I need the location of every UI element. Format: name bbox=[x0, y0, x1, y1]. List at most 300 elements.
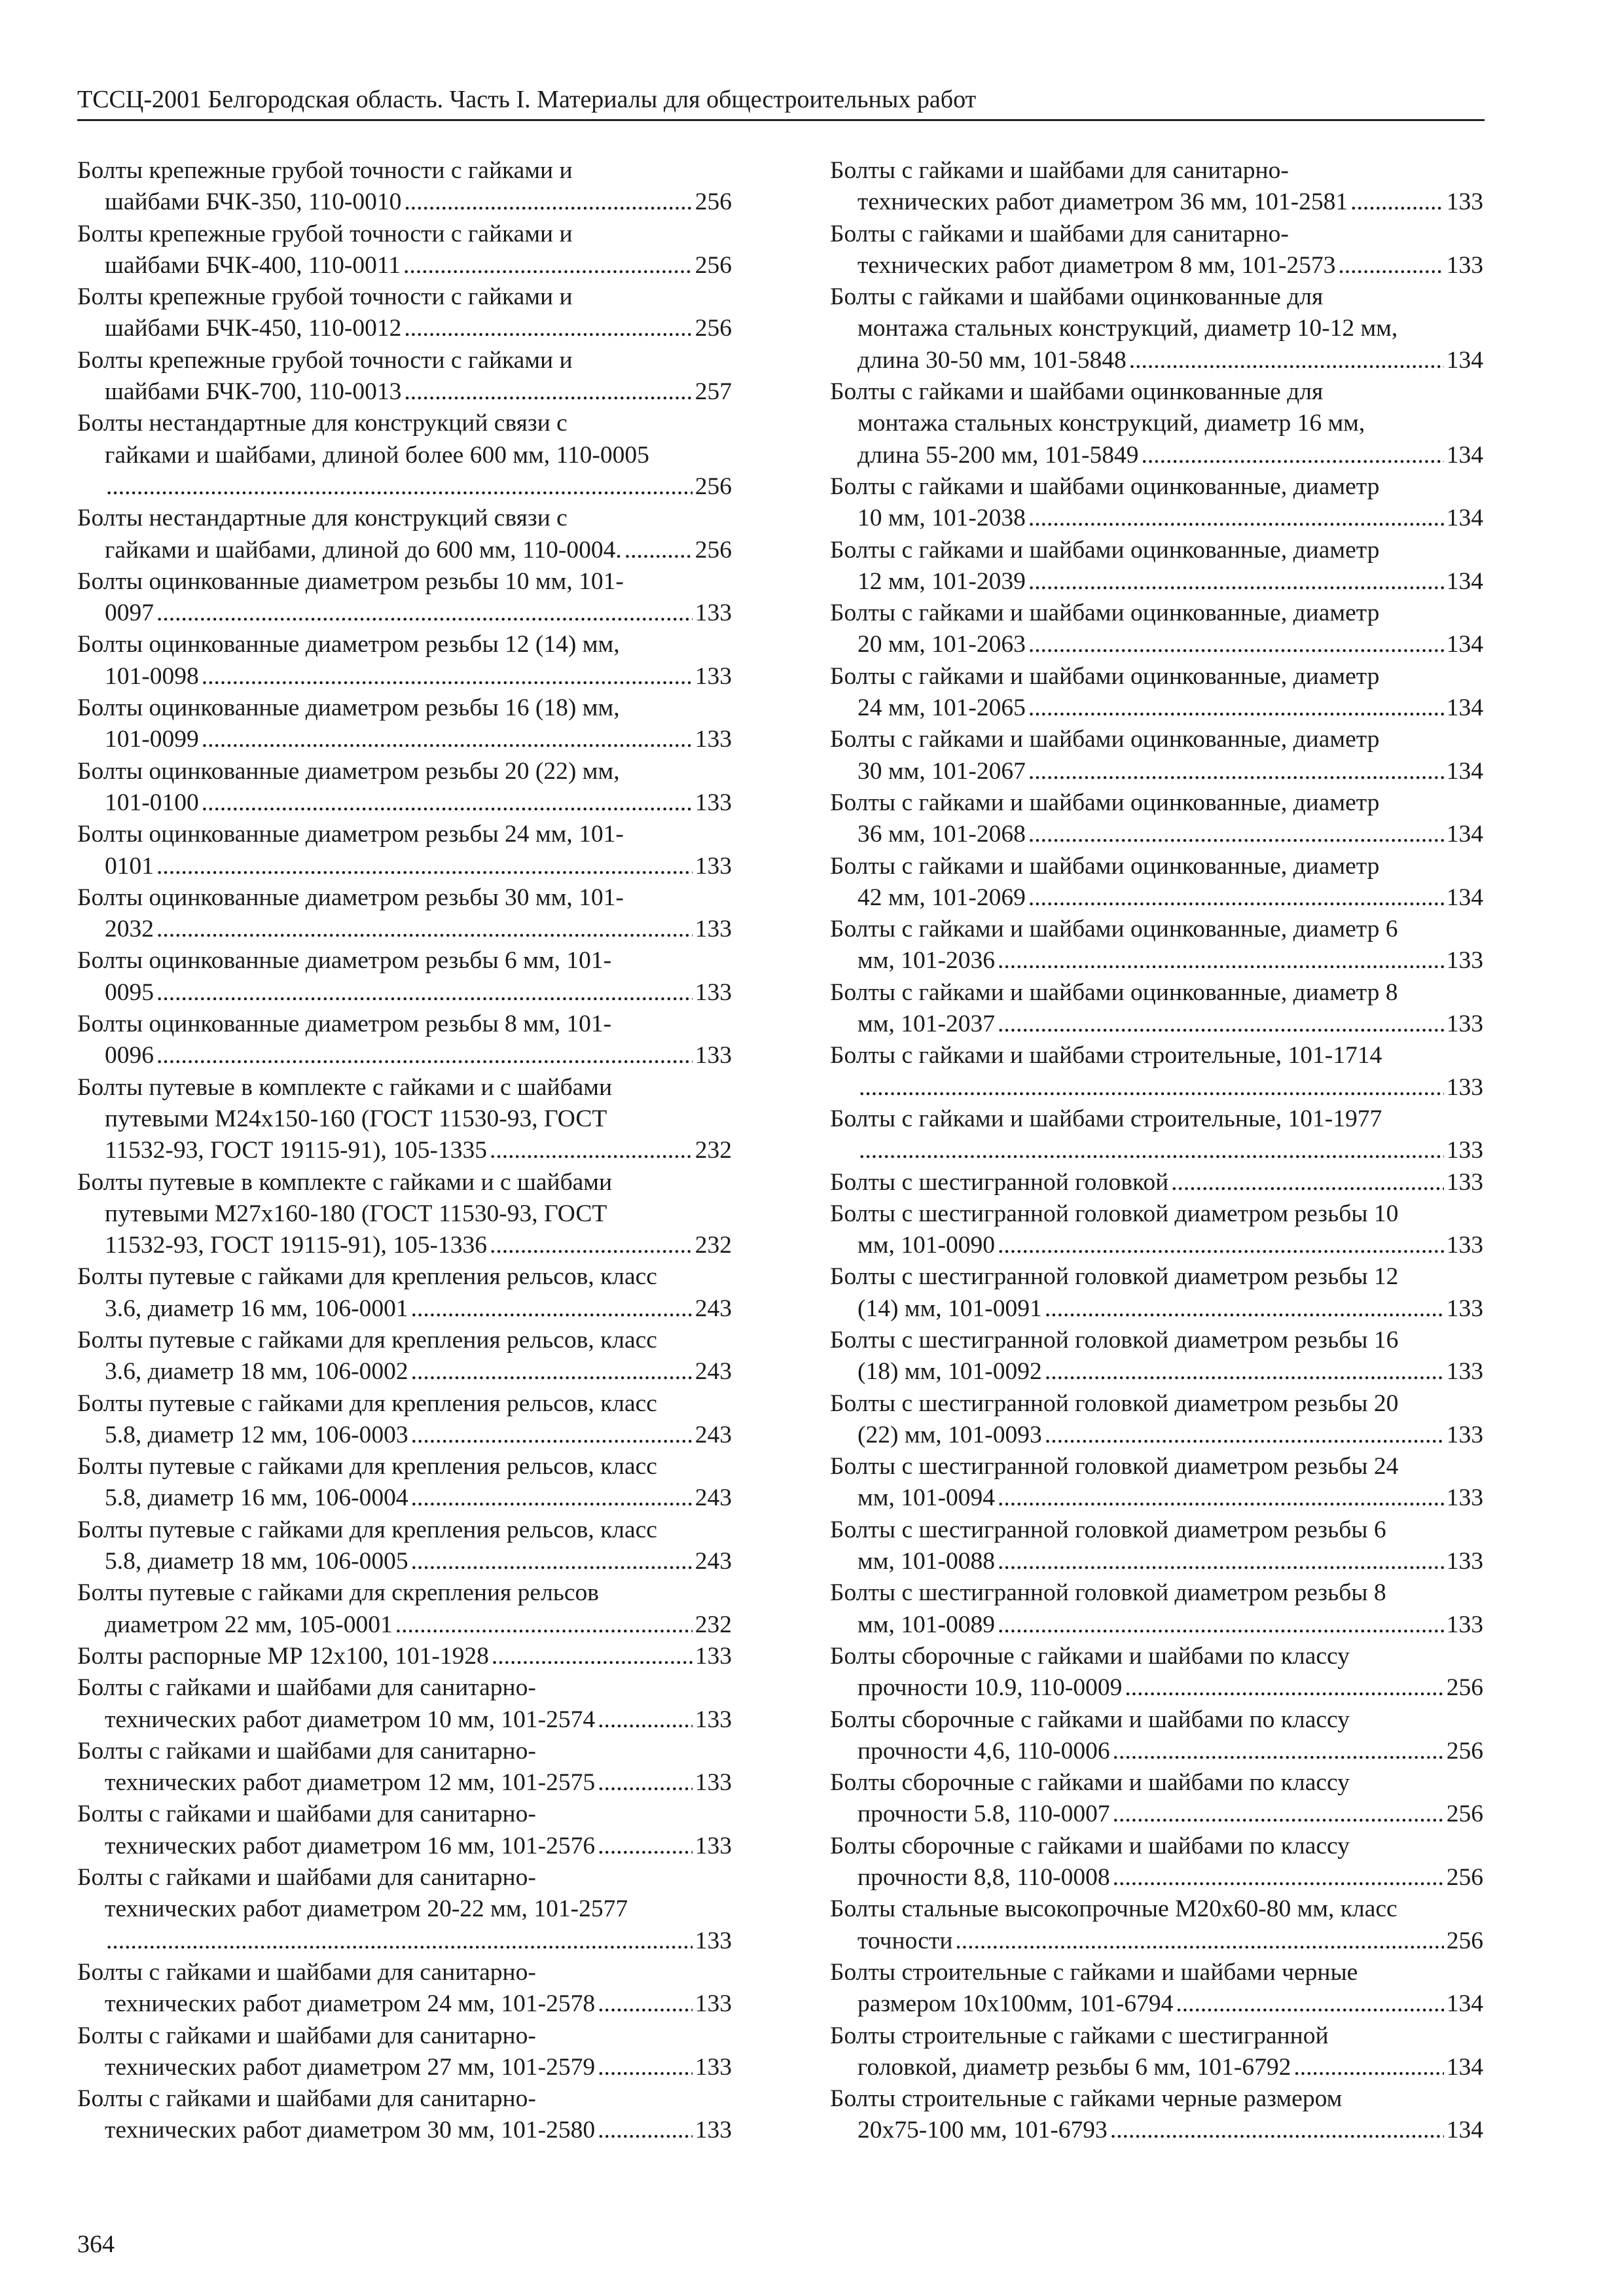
index-entry-line bbox=[830, 2020, 1483, 2052]
index-entry-text: технических работ диаметром 20-22 мм, 101-2577 bbox=[105, 1895, 628, 1923]
index-page-ref: 133 bbox=[1446, 1137, 1483, 1164]
index-entry-text: прочности 10.9, 110-0009 bbox=[857, 1674, 1123, 1702]
index-entry-text: Болты с шестигранной головкой диаметром резьбы 6 bbox=[830, 1516, 1386, 1543]
index-entry-text: 20 мм, 101-2063 bbox=[857, 631, 1026, 658]
index-entry bbox=[77, 1072, 732, 1167]
dot-leader bbox=[598, 1704, 693, 1736]
index-entry-text: Болты распорные МР 12х100, 101-1928 bbox=[77, 1642, 489, 1670]
index-entry-line bbox=[830, 977, 1483, 1009]
index-entry-text: Болты с гайками и шайбами оцинкованные, диаметр bbox=[830, 726, 1380, 753]
dot-leader bbox=[202, 724, 693, 755]
index-entry-text: Болты с гайками и шайбами для санитарно- bbox=[77, 1737, 536, 1765]
index-entry-text: Болты с гайками и шайбами для санитарно- bbox=[830, 157, 1289, 184]
index-entry-line bbox=[77, 1103, 732, 1135]
index-entry-text: прочности 5.8, 110-0007 bbox=[857, 1801, 1110, 1828]
dot-leader bbox=[1176, 1988, 1443, 2020]
index-entry-line bbox=[77, 535, 732, 566]
index-entry-text: длина 30-50 мм, 101-5848 bbox=[857, 346, 1127, 374]
index-entry-text: технических работ диаметром 16 мм, 101-2576 bbox=[105, 1832, 596, 1859]
index-entry-text: диаметром 22 мм, 105-0001 bbox=[105, 1611, 393, 1638]
index-entry-line bbox=[77, 376, 732, 408]
index-entry-line bbox=[830, 1704, 1483, 1736]
index-entry-text: гайками и шайбами, длиной более 600 мм, 110-0005 bbox=[105, 441, 649, 469]
index-entry-line bbox=[830, 1926, 1483, 1957]
index-entry-line bbox=[830, 187, 1483, 218]
index-entry-text: Болты с шестигранной головкой диаметром резьбы 10 bbox=[830, 1200, 1399, 1227]
dot-leader bbox=[1113, 1736, 1444, 1767]
dot-leader bbox=[1113, 1862, 1444, 1893]
index-entry-text: 2032 bbox=[105, 916, 154, 943]
index-entry-text: 3.6, диаметр 16 мм, 106-0001 bbox=[105, 1295, 408, 1322]
index-page-ref: 133 bbox=[695, 1042, 732, 1069]
index-page-ref: 243 bbox=[695, 1548, 732, 1575]
index-entry-line bbox=[77, 566, 732, 598]
dot-leader bbox=[998, 1009, 1444, 1040]
index-entry bbox=[830, 598, 1483, 661]
index-page-ref: 133 bbox=[695, 662, 732, 690]
index-entry-line bbox=[830, 914, 1483, 945]
index-entry-text: Болты сборочные с гайками и шайбами по классу bbox=[830, 1642, 1350, 1670]
index-entry-text: шайбами БЧК-400, 110-0011 bbox=[105, 251, 401, 279]
index-entry-line bbox=[77, 2020, 732, 2052]
index-entry-text: Болты стальные высокопрочные М20х60-80 мм, класс bbox=[830, 1895, 1398, 1923]
index-entry-text: монтажа стальных конструкций, диаметр 10-12 мм, bbox=[857, 315, 1398, 342]
index-entry-line bbox=[77, 882, 732, 914]
index-entry bbox=[830, 661, 1483, 725]
index-column-right bbox=[830, 155, 1483, 2147]
index-entry bbox=[830, 1167, 1483, 1198]
dot-leader bbox=[598, 2115, 693, 2146]
index-entry-text: гайками и шайбами, длиной до 600 мм, 110-0004. bbox=[105, 536, 622, 564]
index-entry-line bbox=[77, 1893, 732, 1925]
index-page-ref: 133 bbox=[695, 1706, 732, 1733]
index-entry bbox=[830, 1198, 1483, 1262]
index-entry-text: Болты путевые в комплекте с гайками и с шайбами bbox=[77, 1168, 613, 1196]
index-entry-line bbox=[77, 1325, 732, 1356]
dot-leader bbox=[598, 2052, 693, 2083]
index-entry-text: технических работ диаметром 30 мм, 101-2580 bbox=[105, 2117, 596, 2144]
index-entry bbox=[77, 819, 732, 882]
index-entry-text: шайбами БЧК-700, 110-0013 bbox=[105, 378, 402, 406]
index-entry-line bbox=[830, 1515, 1483, 1546]
index-page-ref: 256 bbox=[1446, 1864, 1483, 1892]
dot-leader bbox=[490, 1135, 693, 1166]
index-entry-line bbox=[830, 155, 1483, 187]
index-entry-line bbox=[77, 1862, 732, 1893]
index-entry-line bbox=[830, 313, 1483, 344]
dot-leader bbox=[1350, 187, 1444, 218]
index-page-ref: 133 bbox=[695, 916, 732, 943]
dot-leader bbox=[1028, 756, 1444, 787]
index-entry-text: Болты крепежные грубой точности с гайками и bbox=[77, 220, 573, 247]
dot-leader bbox=[411, 1546, 693, 1577]
dot-leader bbox=[1028, 819, 1444, 850]
running-header: ТССЦ-2001 Белгородская область. Часть I. Материалы для общестроительных работ bbox=[77, 86, 977, 113]
index-entry bbox=[77, 2020, 732, 2084]
index-page-ref: 134 bbox=[1446, 631, 1483, 658]
index-entry-line bbox=[77, 661, 732, 692]
index-entry-text: 101-0099 bbox=[105, 726, 199, 753]
index-entry-text: (18) мм, 101-0092 bbox=[857, 1358, 1042, 1386]
index-entry-line bbox=[830, 1356, 1483, 1388]
index-entry-text: мм, 101-0088 bbox=[857, 1548, 995, 1575]
index-entry-line bbox=[77, 1546, 732, 1577]
index-page-ref: 133 bbox=[1446, 1611, 1483, 1638]
index-entry-text: Болты оцинкованные диаметром резьбы 16 (18) мм, bbox=[77, 694, 620, 722]
index-entry-line bbox=[77, 598, 732, 629]
index-page-ref: 133 bbox=[695, 2053, 732, 2081]
index-entry-text: Болты с гайками и шайбами строительные, 101-1714 bbox=[830, 1042, 1382, 1069]
index-page-ref: 256 bbox=[695, 473, 732, 500]
index-entry-text: Болты оцинкованные диаметром резьбы 20 (22) мм, bbox=[77, 757, 620, 785]
index-entry-text: Болты оцинкованные диаметром резьбы 8 мм, 101- bbox=[77, 1011, 612, 1038]
index-entry-text: технических работ диаметром 36 мм, 101-2581 bbox=[857, 188, 1348, 216]
index-entry-line bbox=[830, 945, 1483, 977]
index-entry-line bbox=[830, 1135, 1483, 1166]
index-entry bbox=[830, 1577, 1483, 1641]
dot-leader bbox=[1028, 566, 1444, 598]
index-entry bbox=[830, 914, 1483, 977]
index-page-ref: 232 bbox=[695, 1137, 732, 1164]
index-page-ref: 257 bbox=[695, 378, 732, 406]
index-entry-line bbox=[77, 1293, 732, 1325]
index-entry-text: Болты с шестигранной головкой диаметром резьбы 20 bbox=[830, 1390, 1399, 1417]
index-entry-line bbox=[77, 756, 732, 787]
index-entry-text: 30 мм, 101-2067 bbox=[857, 757, 1026, 785]
index-entry-line bbox=[77, 1356, 732, 1388]
index-entry-line bbox=[77, 408, 732, 439]
dot-leader bbox=[156, 1040, 693, 1071]
index-entry-text: Болты с гайками и шайбами для санитарно- bbox=[77, 1674, 536, 1702]
index-entry-text: (14) мм, 101-0091 bbox=[857, 1295, 1042, 1322]
index-entry bbox=[77, 1641, 732, 1672]
index-entry-line bbox=[77, 1704, 732, 1736]
index-entry-line bbox=[77, 1831, 732, 1862]
index-entry-text: 3.6, диаметр 18 мм, 106-0002 bbox=[105, 1358, 408, 1386]
index-entry-text: мм, 101-2037 bbox=[857, 1011, 995, 1038]
index-entry-line bbox=[830, 219, 1483, 250]
index-page-ref: 133 bbox=[695, 852, 732, 880]
dot-leader bbox=[598, 1767, 693, 1799]
index-entry-line bbox=[830, 1420, 1483, 1451]
index-entry-text: технических работ диаметром 12 мм, 101-2575 bbox=[105, 1769, 596, 1797]
dot-leader bbox=[598, 1988, 693, 2020]
index-entry-text: головкой, диаметр резьбы 6 мм, 101-6792 bbox=[857, 2053, 1291, 2081]
index-entry-line bbox=[77, 1482, 732, 1514]
index-page-ref: 256 bbox=[1446, 1674, 1483, 1702]
index-entry-line bbox=[77, 1009, 732, 1040]
index-entry-line bbox=[77, 1926, 732, 1957]
index-page-ref: 133 bbox=[1446, 1232, 1483, 1259]
index-entry bbox=[77, 1672, 732, 1736]
index-entry-text: Болты с шестигранной головкой диаметром резьбы 12 bbox=[830, 1263, 1399, 1291]
index-page-ref: 134 bbox=[1446, 567, 1483, 595]
index-entry-text: Болты с гайками и шайбами оцинкованные, диаметр 6 bbox=[830, 916, 1398, 943]
index-entry bbox=[830, 2083, 1483, 2147]
index-entry-text: мм, 101-0089 bbox=[857, 1611, 995, 1638]
index-page-ref: 133 bbox=[1446, 1011, 1483, 1038]
index-page-ref: 133 bbox=[1446, 1358, 1483, 1386]
index-entry-text: технических работ диаметром 27 мм, 101-2579 bbox=[105, 2053, 596, 2081]
index-entry-text: Болты с гайками и шайбами для санитарно- bbox=[77, 1864, 536, 1892]
dot-leader bbox=[598, 1831, 693, 1862]
index-page-ref: 133 bbox=[1446, 1421, 1483, 1448]
dot-leader bbox=[202, 661, 693, 692]
index-entry bbox=[77, 1515, 732, 1578]
index-entry-text: 0101 bbox=[105, 852, 154, 880]
index-entry-text: 10 мм, 101-2038 bbox=[857, 505, 1026, 532]
dot-leader bbox=[404, 187, 692, 218]
index-entry-text: Болты с гайками и шайбами оцинкованные, диаметр 8 bbox=[830, 978, 1398, 1006]
dot-leader bbox=[859, 1135, 1444, 1166]
index-entry-text: Болты с шестигранной головкой диаметром резьбы 8 bbox=[830, 1579, 1386, 1607]
index-entry-line bbox=[77, 155, 732, 187]
index-page-ref: 232 bbox=[695, 1611, 732, 1638]
index-entry-text: 5.8, диаметр 18 мм, 106-0005 bbox=[105, 1548, 408, 1575]
index-entry-line bbox=[830, 1767, 1483, 1799]
index-page-ref: 134 bbox=[1446, 346, 1483, 374]
index-entry-text: технических работ диаметром 24 мм, 101-2578 bbox=[105, 1990, 596, 2018]
index-entry bbox=[77, 281, 732, 345]
index-page-ref: 256 bbox=[1446, 1927, 1483, 1954]
index-entry-text: Болты путевые с гайками для крепления рельсов, класс bbox=[77, 1453, 657, 1480]
index-entry-line bbox=[77, 1515, 732, 1546]
index-page-ref: 133 bbox=[1446, 188, 1483, 216]
index-entry-line bbox=[77, 1167, 732, 1198]
index-entry bbox=[830, 977, 1483, 1041]
index-page-ref: 133 bbox=[695, 789, 732, 816]
index-entry-text: Болты с гайками и шайбами для санитарно- bbox=[77, 2022, 536, 2049]
index-entry-line bbox=[830, 851, 1483, 882]
index-entry-line bbox=[830, 1230, 1483, 1261]
index-entry bbox=[830, 471, 1483, 535]
index-entry-text: размером 10х100мм, 101-6794 bbox=[857, 1990, 1174, 2018]
dot-leader bbox=[1045, 1420, 1444, 1451]
index-entry-line bbox=[830, 787, 1483, 819]
index-entry-text: Болты с гайками и шайбами для санитарно- bbox=[77, 1958, 536, 1986]
dot-leader bbox=[411, 1420, 693, 1451]
index-page-ref: 133 bbox=[695, 726, 732, 753]
index-page-ref: 133 bbox=[1446, 947, 1483, 975]
index-entry bbox=[77, 1577, 732, 1641]
index-entry-line bbox=[830, 1388, 1483, 1420]
index-page-ref: 134 bbox=[1446, 884, 1483, 911]
index-entry bbox=[77, 1451, 732, 1515]
index-entry-text: 101-0100 bbox=[105, 789, 199, 816]
index-entry-text: 12 мм, 101-2039 bbox=[857, 567, 1026, 595]
dot-leader bbox=[411, 1293, 693, 1325]
dot-leader bbox=[1125, 1672, 1443, 1704]
index-page-ref: 133 bbox=[695, 1927, 732, 1954]
index-entry-line bbox=[77, 1609, 732, 1641]
index-entry-text: шайбами БЧК-350, 110-0010 bbox=[105, 188, 402, 216]
index-entry bbox=[77, 345, 732, 408]
index-entry-text: путевыми М24х150-160 (ГОСТ 11530-93, ГОСТ bbox=[105, 1105, 607, 1132]
index-entry-line bbox=[830, 503, 1483, 534]
index-entry-text: Болты оцинкованные диаметром резьбы 12 (14) мм, bbox=[77, 631, 620, 658]
index-entry-text: мм, 101-2036 bbox=[857, 947, 995, 975]
index-entry-line bbox=[830, 819, 1483, 850]
index-entry bbox=[77, 629, 732, 692]
index-entry-line bbox=[830, 1198, 1483, 1230]
index-entry-line bbox=[830, 440, 1483, 471]
index-page-ref: 133 bbox=[695, 1769, 732, 1797]
dot-leader bbox=[1028, 882, 1444, 914]
index-entry-text: 0096 bbox=[105, 1042, 154, 1069]
index-page-ref: 133 bbox=[695, 978, 732, 1006]
index-page-ref: 256 bbox=[695, 188, 732, 216]
index-entry bbox=[77, 1799, 732, 1862]
index-entry-line bbox=[830, 566, 1483, 598]
index-entry-line bbox=[77, 187, 732, 218]
index-entry-line bbox=[830, 1609, 1483, 1641]
index-entry-text: Болты с гайками и шайбами для санитарно- bbox=[830, 220, 1289, 247]
index-entry-line bbox=[830, 756, 1483, 787]
dot-leader bbox=[1028, 629, 1444, 660]
index-entry-line bbox=[830, 1831, 1483, 1862]
index-entry bbox=[77, 566, 732, 630]
index-entry-line bbox=[830, 1988, 1483, 2020]
index-entry-line bbox=[77, 2083, 732, 2115]
dot-leader bbox=[411, 1356, 693, 1388]
index-entry-line bbox=[830, 598, 1483, 629]
index-entry-line bbox=[77, 440, 732, 471]
index-entry-text: Болты с гайками и шайбами оцинкованные, диаметр bbox=[830, 789, 1380, 816]
index-entry-text: Болты строительные с гайками с шестигранной bbox=[830, 2022, 1329, 2049]
dot-leader bbox=[1338, 250, 1443, 281]
index-entry-line bbox=[830, 1893, 1483, 1925]
index-entry-line bbox=[830, 1451, 1483, 1482]
index-entry-line bbox=[830, 1736, 1483, 1767]
index-column-left bbox=[77, 155, 732, 2147]
index-entry-line bbox=[77, 503, 732, 534]
dot-leader bbox=[404, 376, 692, 408]
index-entry bbox=[77, 1736, 732, 1799]
index-entry-text: Болты с шестигранной головкой диаметром резьбы 24 bbox=[830, 1453, 1399, 1480]
index-entry-line bbox=[77, 724, 732, 755]
index-entry-line bbox=[830, 471, 1483, 503]
index-entry-line bbox=[77, 1736, 732, 1767]
index-entry-text: Болты с гайками и шайбами для санитарно- bbox=[77, 1801, 536, 1828]
index-entry-line bbox=[830, 1009, 1483, 1040]
index-page-ref: 133 bbox=[695, 1642, 732, 1670]
dot-leader bbox=[490, 1230, 693, 1261]
index-page-ref: 133 bbox=[1446, 1548, 1483, 1575]
index-entry bbox=[77, 1009, 732, 1072]
index-entry-line bbox=[77, 1135, 732, 1166]
index-entry bbox=[830, 1767, 1483, 1831]
index-entry bbox=[830, 1831, 1483, 1894]
index-entry bbox=[830, 155, 1483, 219]
index-entry-text: Болты путевые с гайками для скрепления рельсов bbox=[77, 1579, 599, 1607]
index-entry bbox=[830, 281, 1483, 376]
dot-leader bbox=[156, 598, 693, 629]
index-entry-text: 11532-93, ГОСТ 19115-91), 105-1336 bbox=[105, 1232, 487, 1259]
index-page-ref: 134 bbox=[1446, 821, 1483, 848]
index-entry-line bbox=[77, 1957, 732, 1988]
index-entry bbox=[77, 1957, 732, 2020]
index-entry-text: Болты путевые в комплекте с гайками и с шайбами bbox=[77, 1073, 613, 1101]
index-entry-text: Болты с гайками и шайбами оцинкованные, диаметр bbox=[830, 662, 1380, 690]
index-entry-line bbox=[77, 945, 732, 977]
index-entry-text: Болты крепежные грубой точности с гайками и bbox=[77, 157, 573, 184]
index-entry-text: 5.8, диаметр 16 мм, 106-0004 bbox=[105, 1484, 408, 1512]
dot-leader bbox=[202, 787, 693, 819]
index-entry-text: Болты крепежные грубой точности с гайками и bbox=[77, 283, 573, 311]
index-entry-line bbox=[77, 1767, 732, 1799]
index-entry bbox=[77, 408, 732, 503]
index-entry-line bbox=[830, 1546, 1483, 1577]
index-entry bbox=[77, 155, 732, 219]
index-entry bbox=[830, 219, 1483, 282]
index-entry-line bbox=[830, 1862, 1483, 1893]
index-entry-line bbox=[77, 1388, 732, 1420]
dot-leader bbox=[404, 313, 692, 344]
index-entry-text: Болты строительные с гайками и шайбами черные bbox=[830, 1958, 1358, 1986]
index-entry-text: мм, 101-0090 bbox=[857, 1232, 995, 1259]
index-entry-line bbox=[77, 1577, 732, 1609]
index-page-ref: 243 bbox=[695, 1421, 732, 1448]
index-page-ref: 134 bbox=[1446, 2053, 1483, 2081]
index-page-ref: 256 bbox=[1446, 1801, 1483, 1828]
index-entry-text: Болты с гайками и шайбами оцинкованные для bbox=[830, 378, 1324, 406]
index-entry-text: Болты нестандартные для конструкций связи с bbox=[77, 505, 568, 532]
index-entry-text: монтажа стальных конструкций, диаметр 16 мм, bbox=[857, 410, 1365, 437]
index-entry-line bbox=[77, 977, 732, 1009]
dot-leader bbox=[403, 250, 693, 281]
index-entry-line bbox=[830, 692, 1483, 724]
index-entry-line bbox=[830, 1482, 1483, 1514]
index-entry-text: Болты путевые с гайками для крепления рельсов, класс bbox=[77, 1390, 657, 1417]
dot-leader bbox=[106, 471, 693, 503]
index-page-ref: 256 bbox=[1446, 1737, 1483, 1765]
index-page-ref: 133 bbox=[695, 1832, 732, 1859]
index-entry-line bbox=[830, 1293, 1483, 1325]
index-entry-line bbox=[77, 1040, 732, 1071]
index-entry bbox=[830, 1388, 1483, 1452]
dot-leader bbox=[998, 1482, 1444, 1514]
index-entry-text: Болты путевые с гайками для крепления рельсов, класс bbox=[77, 1263, 657, 1291]
index-entry-text: 0097 bbox=[105, 600, 154, 627]
index-entry-line bbox=[77, 819, 732, 850]
index-entry bbox=[830, 1515, 1483, 1578]
dot-leader bbox=[998, 1230, 1444, 1261]
index-page-ref: 134 bbox=[1446, 757, 1483, 785]
index-entry bbox=[830, 376, 1483, 471]
index-entry-line bbox=[830, 250, 1483, 281]
header-rule bbox=[77, 119, 1485, 121]
index-entry-line bbox=[830, 376, 1483, 408]
index-entry-line bbox=[77, 1072, 732, 1103]
dot-leader bbox=[1028, 692, 1444, 724]
index-entry-text: 101-0098 bbox=[105, 662, 199, 690]
dot-leader bbox=[1113, 1799, 1444, 1830]
index-entry-line bbox=[77, 692, 732, 724]
index-entry bbox=[77, 882, 732, 946]
dot-leader bbox=[156, 977, 693, 1009]
index-entry-line bbox=[77, 1799, 732, 1830]
index-entry-line bbox=[77, 1451, 732, 1482]
index-entry-line bbox=[77, 2115, 732, 2146]
index-entry-line bbox=[77, 1988, 732, 2020]
index-entry-text: Болты с шестигранной головкой bbox=[830, 1168, 1169, 1196]
dot-leader bbox=[955, 1926, 1443, 1957]
index-entry bbox=[77, 1325, 732, 1388]
index-entry-text: Болты строительные с гайками черные размером bbox=[830, 2085, 1343, 2113]
index-entry-line bbox=[77, 1198, 732, 1230]
index-entry-text: 5.8, диаметр 12 мм, 106-0003 bbox=[105, 1421, 408, 1448]
index-entry-text: Болты нестандартные для конструкций связи с bbox=[77, 410, 568, 437]
